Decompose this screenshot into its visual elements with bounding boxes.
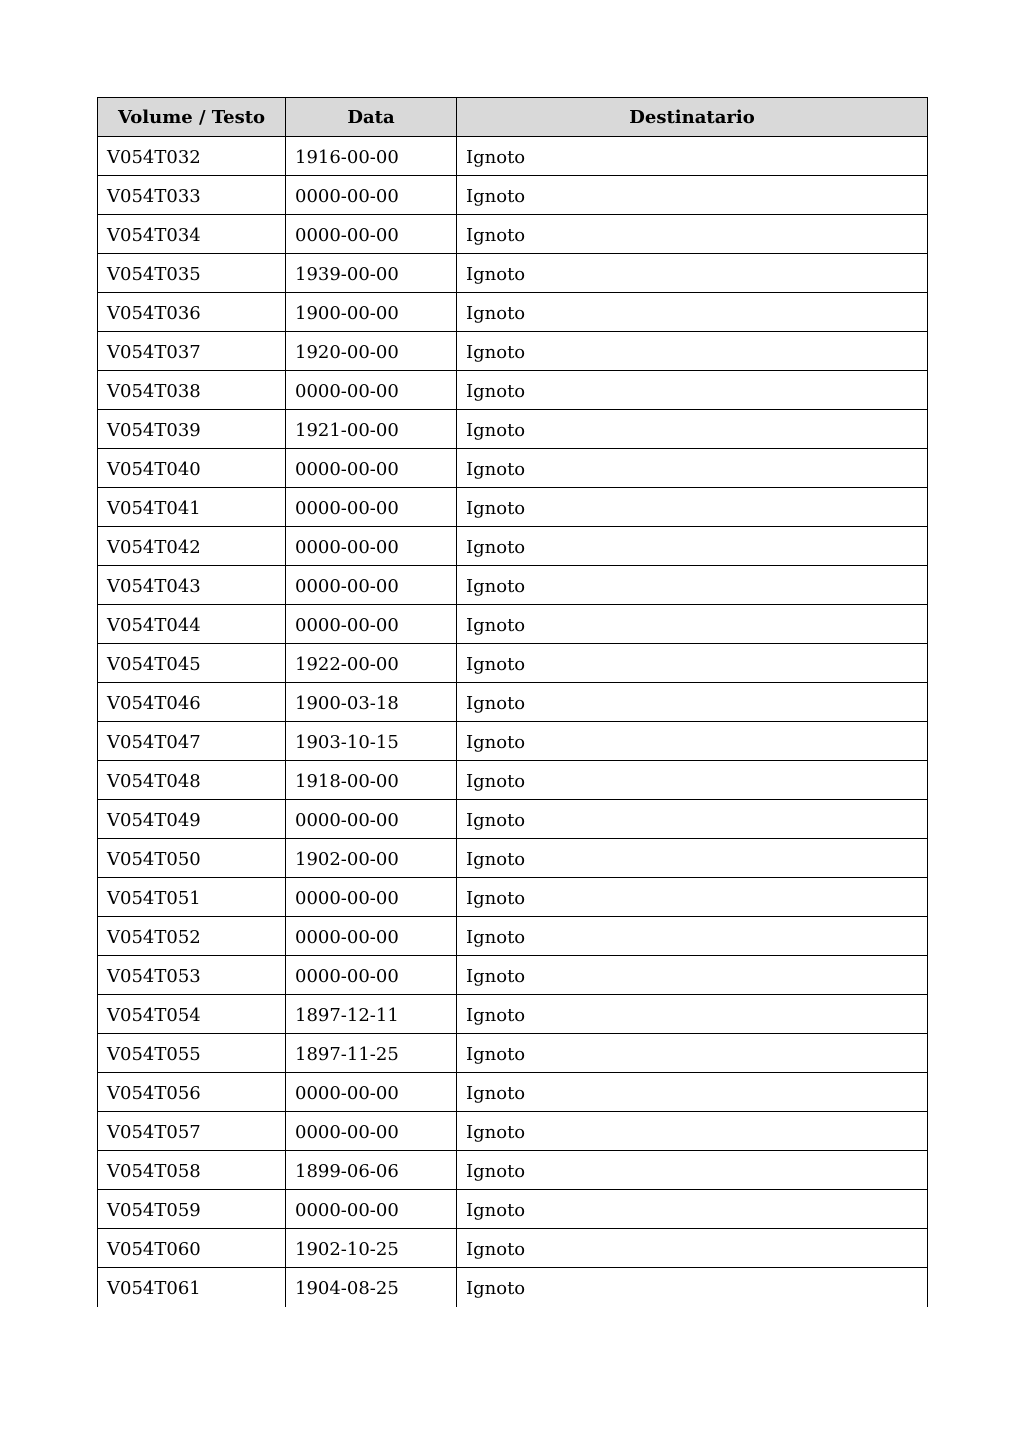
data-cell: 1899-06-06 xyxy=(286,1151,457,1190)
table-row xyxy=(98,839,928,878)
volume-testo-cell: V054T055 xyxy=(98,1034,286,1073)
volume-testo-cell: V054T058 xyxy=(98,1151,286,1190)
table-row xyxy=(98,800,928,839)
destinatario-cell: Ignoto xyxy=(457,176,928,215)
table-row xyxy=(98,293,928,332)
data-cell: 1916-00-00 xyxy=(286,137,457,176)
volume-testo-cell: V054T042 xyxy=(98,527,286,566)
destinatario-cell: Ignoto xyxy=(457,1190,928,1229)
volume-testo-cell: V054T036 xyxy=(98,293,286,332)
volume-testo-cell: V054T034 xyxy=(98,215,286,254)
table-row xyxy=(98,371,928,410)
table-row xyxy=(98,995,928,1034)
data-cell: 0000-00-00 xyxy=(286,215,457,254)
data-cell: 1897-12-11 xyxy=(286,995,457,1034)
table-row xyxy=(98,1268,928,1307)
records-table xyxy=(97,97,928,1307)
table-row xyxy=(98,449,928,488)
destinatario-cell: Ignoto xyxy=(457,1034,928,1073)
header-row xyxy=(98,98,928,137)
data-cell: 0000-00-00 xyxy=(286,800,457,839)
volume-testo-cell: V054T040 xyxy=(98,449,286,488)
destinatario-cell: Ignoto xyxy=(457,839,928,878)
table-header xyxy=(98,98,928,137)
table-row xyxy=(98,1112,928,1151)
header-volume-testo: Volume / Testo xyxy=(98,98,286,137)
data-cell: 1921-00-00 xyxy=(286,410,457,449)
destinatario-cell: Ignoto xyxy=(457,1073,928,1112)
table-row xyxy=(98,1034,928,1073)
data-cell: 1902-00-00 xyxy=(286,839,457,878)
table-row xyxy=(98,605,928,644)
destinatario-cell: Ignoto xyxy=(457,761,928,800)
data-cell: 0000-00-00 xyxy=(286,1190,457,1229)
data-cell: 0000-00-00 xyxy=(286,917,457,956)
data-cell: 1902-10-25 xyxy=(286,1229,457,1268)
destinatario-cell: Ignoto xyxy=(457,1229,928,1268)
volume-testo-cell: V054T048 xyxy=(98,761,286,800)
volume-testo-cell: V054T039 xyxy=(98,410,286,449)
destinatario-cell: Ignoto xyxy=(457,878,928,917)
volume-testo-cell: V054T033 xyxy=(98,176,286,215)
data-cell: 0000-00-00 xyxy=(286,1073,457,1112)
data-cell: 0000-00-00 xyxy=(286,605,457,644)
destinatario-cell: Ignoto xyxy=(457,995,928,1034)
volume-testo-cell: V054T051 xyxy=(98,878,286,917)
table-row xyxy=(98,1073,928,1112)
table-row xyxy=(98,410,928,449)
data-cell: 1920-00-00 xyxy=(286,332,457,371)
volume-testo-cell: V054T035 xyxy=(98,254,286,293)
table-row xyxy=(98,878,928,917)
volume-testo-cell: V054T049 xyxy=(98,800,286,839)
data-cell: 0000-00-00 xyxy=(286,566,457,605)
destinatario-cell: Ignoto xyxy=(457,917,928,956)
destinatario-cell: Ignoto xyxy=(457,371,928,410)
volume-testo-cell: V054T061 xyxy=(98,1268,286,1307)
table-row xyxy=(98,1190,928,1229)
volume-testo-cell: V054T060 xyxy=(98,1229,286,1268)
destinatario-cell: Ignoto xyxy=(457,488,928,527)
destinatario-cell: Ignoto xyxy=(457,410,928,449)
destinatario-cell: Ignoto xyxy=(457,215,928,254)
volume-testo-cell: V054T056 xyxy=(98,1073,286,1112)
data-cell: 0000-00-00 xyxy=(286,488,457,527)
destinatario-cell: Ignoto xyxy=(457,722,928,761)
volume-testo-cell: V054T057 xyxy=(98,1112,286,1151)
table-row xyxy=(98,254,928,293)
table-row xyxy=(98,332,928,371)
destinatario-cell: Ignoto xyxy=(457,1151,928,1190)
volume-testo-cell: V054T044 xyxy=(98,605,286,644)
data-cell: 0000-00-00 xyxy=(286,956,457,995)
data-cell: 1922-00-00 xyxy=(286,644,457,683)
data-cell: 1900-03-18 xyxy=(286,683,457,722)
volume-testo-cell: V054T059 xyxy=(98,1190,286,1229)
table-row xyxy=(98,215,928,254)
table-row xyxy=(98,917,928,956)
table-row xyxy=(98,488,928,527)
volume-testo-cell: V054T032 xyxy=(98,137,286,176)
data-cell: 1897-11-25 xyxy=(286,1034,457,1073)
volume-testo-cell: V054T045 xyxy=(98,644,286,683)
volume-testo-cell: V054T043 xyxy=(98,566,286,605)
volume-testo-cell: V054T047 xyxy=(98,722,286,761)
table-row xyxy=(98,761,928,800)
data-cell: 1918-00-00 xyxy=(286,761,457,800)
data-cell: 1903-10-15 xyxy=(286,722,457,761)
volume-testo-cell: V054T053 xyxy=(98,956,286,995)
destinatario-cell: Ignoto xyxy=(457,683,928,722)
data-cell: 0000-00-00 xyxy=(286,878,457,917)
table-row xyxy=(98,644,928,683)
data-cell: 1900-00-00 xyxy=(286,293,457,332)
header-data: Data xyxy=(286,98,457,137)
header-destinatario: Destinatario xyxy=(457,98,928,137)
table-body xyxy=(98,137,928,1307)
table-row xyxy=(98,683,928,722)
destinatario-cell: Ignoto xyxy=(457,956,928,995)
volume-testo-cell: V054T050 xyxy=(98,839,286,878)
destinatario-cell: Ignoto xyxy=(457,137,928,176)
volume-testo-cell: V054T054 xyxy=(98,995,286,1034)
destinatario-cell: Ignoto xyxy=(457,254,928,293)
destinatario-cell: Ignoto xyxy=(457,332,928,371)
table-row xyxy=(98,1151,928,1190)
data-cell: 0000-00-00 xyxy=(286,449,457,488)
table-row xyxy=(98,176,928,215)
destinatario-cell: Ignoto xyxy=(457,800,928,839)
table-row xyxy=(98,566,928,605)
table-row xyxy=(98,137,928,176)
data-cell: 0000-00-00 xyxy=(286,527,457,566)
volume-testo-cell: V054T046 xyxy=(98,683,286,722)
destinatario-cell: Ignoto xyxy=(457,293,928,332)
table-row xyxy=(98,722,928,761)
table-row xyxy=(98,956,928,995)
data-cell: 0000-00-00 xyxy=(286,371,457,410)
volume-testo-cell: V054T037 xyxy=(98,332,286,371)
data-cell: 0000-00-00 xyxy=(286,1112,457,1151)
destinatario-cell: Ignoto xyxy=(457,605,928,644)
data-cell: 1939-00-00 xyxy=(286,254,457,293)
destinatario-cell: Ignoto xyxy=(457,566,928,605)
destinatario-cell: Ignoto xyxy=(457,449,928,488)
destinatario-cell: Ignoto xyxy=(457,644,928,683)
data-cell: 0000-00-00 xyxy=(286,176,457,215)
volume-testo-cell: V054T052 xyxy=(98,917,286,956)
volume-testo-cell: V054T041 xyxy=(98,488,286,527)
volume-testo-cell: V054T038 xyxy=(98,371,286,410)
table-row xyxy=(98,1229,928,1268)
table-row xyxy=(98,527,928,566)
destinatario-cell: Ignoto xyxy=(457,1112,928,1151)
destinatario-cell: Ignoto xyxy=(457,1268,928,1307)
destinatario-cell: Ignoto xyxy=(457,527,928,566)
data-cell: 1904-08-25 xyxy=(286,1268,457,1307)
